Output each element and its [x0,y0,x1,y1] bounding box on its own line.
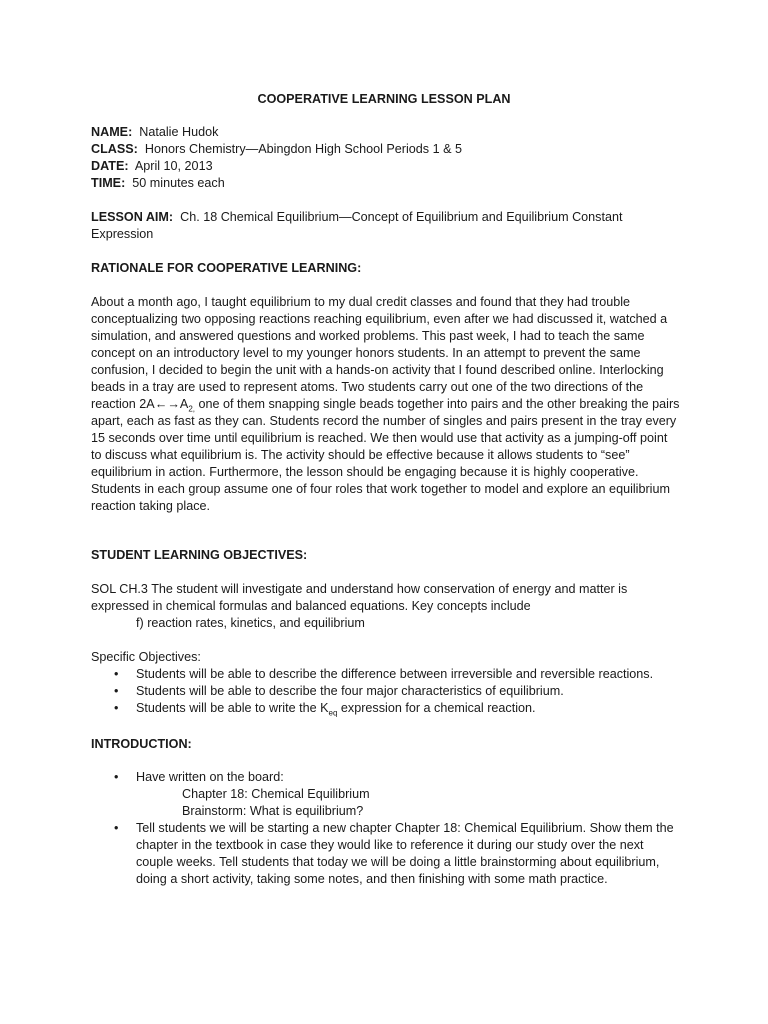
reversible-arrows: ←→ [154,397,180,411]
time-value: 50 minutes each [132,176,225,190]
class-line [91,141,681,158]
rationale-heading: RATIONALE FOR COOPERATIVE LEARNING: [91,261,362,275]
rationale-text-part2: one of them snapping single beads together into pairs and the other breaking the pairs apart, each as fast as they can. Students record the number of singles and pairs present in the tray every 15 seconds over time until equilibrium is reached. We then would use that activity as a jumping-off point to discuss what equilibrium is. The activity should be effective because it allows students to “see” equilibrium in action. Furthermore, the lesson should be engaging because it is highly cooperative. Students in each group assume one of four roles that work together to model and explore an equilibrium reaction taking place. [91,397,680,513]
objective-item-1: Students will be able to describe the difference between irreversible and reversible reactions. [136,667,654,681]
lesson-aim-label: LESSON AIM: [91,210,174,224]
time-label: TIME: [91,176,126,190]
class-value: Honors Chemistry—Abingdon High School Periods 1 & 5 [144,142,462,156]
objectives-heading: STUDENT LEARNING OBJECTIVES: [91,548,308,562]
lesson-aim [91,209,681,243]
product-a2-subscript: 2, [188,404,195,414]
name-value: Natalie Hudok [139,125,219,139]
objective-item-3-text: Students will be able to write the K [136,701,329,715]
objective-item-3 [136,700,681,717]
product-a2: A [179,397,189,411]
objective-item-3-tail: expression for a chemical reaction. [337,701,536,715]
specific-objectives-heading: Specific Objectives: [91,650,201,664]
lesson-aim-text: Ch. 18 Chemical Equilibrium—Concept of Equilibrium and Equilibrium Constant Expression [91,210,623,241]
class-label: CLASS: [91,142,138,156]
intro-bullet-1: Have written on the board: [136,770,284,784]
rationale-paragraph [91,294,681,515]
objective-item-2: Students will be able to describe the four major characteristics of equilibrium. [136,684,564,698]
board-line-2: Brainstorm: What is equilibrium? [182,804,364,818]
name-label: NAME: [91,125,133,139]
date-label: DATE: [91,159,129,173]
bullet-icon: • [114,821,119,835]
time-line [91,175,681,192]
bullet-icon: • [114,667,119,681]
date-line [91,158,681,175]
rationale-text-part1: About a month ago, I taught equilibrium to my dual credit classes and found that they had trouble conceptualizing two opposing reactions reaching equilibrium, even after we had discussed it, watched a simulation, and answered questions and worked problems. This past week, I had to teach the same concept on an introductory level to my younger honors students. In an attempt to prevent the same confusion, I decided to begin the unit with a hands-on activity that I found described online. Interlocking beads in a tray are used to represent atoms. Two students carry out one of the two directions of the reaction 2A [91,295,668,411]
bullet-icon: • [114,684,119,698]
date-value: April 10, 2013 [134,159,213,173]
introduction-heading: INTRODUCTION: [91,737,192,751]
document-title: COOPERATIVE LEARNING LESSON PLAN [257,92,511,106]
name-line [91,124,681,141]
keq-subscript: eq [328,708,338,718]
sol-text: SOL CH.3 The student will investigate and understand how conservation of energy and matter is expressed in chemical formulas and balanced equations. Key concepts include [91,582,628,613]
board-line-1: Chapter 18: Chemical Equilibrium [182,787,370,801]
bullet-icon: • [114,770,119,784]
intro-bullet-2: Tell students we will be starting a new chapter Chapter 18: Chemical Equilibrium. Show them the chapter in the textbook in case they would like to reference it during our study over the next couple weeks. Tell students that today we will be doing a little brainstorming about equilibrium, doing a short activity, taking some notes, and then finishing with some math practice. [136,821,674,886]
sol-subitem: f) reaction rates, kinetics, and equilibrium [136,616,365,630]
bullet-icon: • [114,701,119,715]
